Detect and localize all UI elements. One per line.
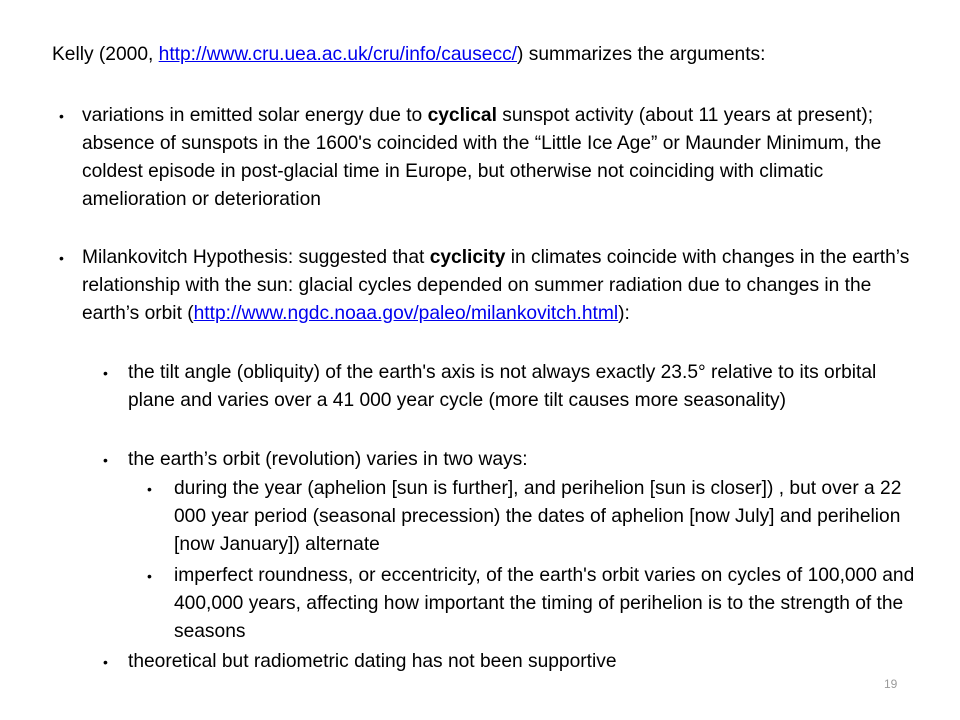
aphelion-text: during the year (aphelion [sun is further], and perihelion [sun is closer]) , but over a 22 000 year period (seasonal precession) the dates of aphelion [now July] and perihelion [now January]) alternate	[174, 478, 902, 555]
solar-text-pre: variations in emitted solar energy due to	[82, 105, 428, 126]
page-number: 19	[884, 677, 898, 691]
cru-link[interactable]: http://www.cru.uea.ac.uk/cru/info/causecc/	[158, 44, 517, 65]
bullet-icon: •	[103, 365, 108, 381]
bullet-eccentricity	[147, 562, 920, 646]
bullet-icon: •	[59, 108, 64, 124]
milankovitch-text-end: ):	[618, 303, 630, 324]
bullet-icon: •	[59, 250, 64, 266]
radiometric-text: theoretical but radiometric dating has not been supportive	[128, 651, 617, 672]
milankovitch-text-pre: Milankovitch Hypothesis: suggested that	[82, 247, 430, 268]
orbit-text: the earth’s orbit (revolution) varies in two ways:	[128, 449, 528, 470]
bullet-icon: •	[147, 481, 152, 497]
milankovitch-text-post: in climates coincide with changes in the earth’s relationship with the sun: glacial cycles depended on summer radiation due to changes in the earth’s orbit (	[82, 247, 910, 324]
bullet-solar-variation	[59, 102, 912, 214]
milankovitch-bold-term: cyclicity	[429, 247, 506, 268]
bullet-icon: •	[103, 452, 108, 468]
bullet-milankovitch	[59, 244, 912, 328]
tilt-text: the tilt angle (obliquity) of the earth's axis is not always exactly 23.5° relative to its orbital plane and varies over a 41 000 year cycle (more tilt causes more seasonality)	[128, 362, 877, 411]
bullet-icon: •	[103, 654, 108, 670]
bullet-tilt	[103, 359, 918, 415]
eccentricity-text: imperfect roundness, or eccentricity, of the earth's orbit varies on cycles of 100,000 and 400,000 years, affecting how important the timing of perihelion is to the strength of the seasons	[174, 565, 915, 642]
bullet-orbit	[103, 446, 918, 474]
solar-bold-term: cyclical	[427, 105, 497, 126]
bullet-radiometric	[103, 648, 918, 676]
bullet-icon: •	[147, 568, 152, 584]
intro-text-after: ) summarizes the arguments:	[517, 44, 766, 65]
bullet-aphelion	[147, 475, 920, 559]
ngdc-link[interactable]: http://www.ngdc.noaa.gov/paleo/milankovitch.html	[193, 303, 619, 324]
intro-line	[52, 41, 765, 69]
intro-text-before: Kelly (2000,	[52, 44, 159, 65]
solar-text-post: sunspot activity (about 11 years at present); absence of sunspots in the 1600's coincided with the “Little Ice Age” or Maunder Minimum, the coldest episode in post-glacial time in Europe, but otherwise not coinciding with climatic amelioration or deterioration	[82, 105, 882, 210]
